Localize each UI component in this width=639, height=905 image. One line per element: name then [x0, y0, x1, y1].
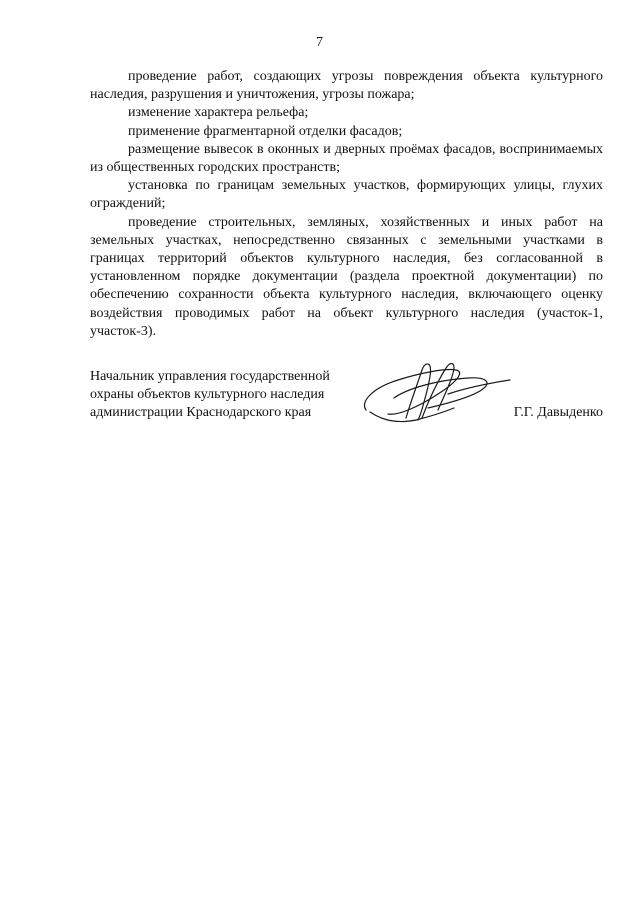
paragraph-facade-finish: применение фрагментарной отделки фасадов; [128, 123, 403, 139]
document-body [90, 68, 603, 341]
page-number: 7 [316, 35, 323, 50]
paragraph-signage: размещение вывесок в оконных и дверных проёмах фасадов, воспринимаемых из общественных городских пространств; [90, 141, 603, 176]
signer-name: Г.Г. Давыденко [513, 405, 603, 420]
signer-position [90, 368, 330, 423]
paragraph-fencing: установка по границам земельных участков, формирующих улицы, глухих ограждений; [90, 178, 603, 212]
signer-position-line: администрации Краснодарского края [90, 405, 312, 421]
signer-position-line: охраны объектов культурного наследия [90, 387, 325, 403]
paragraph-construction-works: проведение строительных, земляных, хозяйственных и иных работ на земельных участках, непосредственно связанных с земельными участками в границах территорий объектов культурного наследия, без согласованной в установленном порядке документации (раздела проектной документации) по обеспечению сохранности объекта культурного наследия, включающего оценку воздействия проводимых работ на объект культурного наследия (участок-1, участок-3). [90, 214, 603, 339]
paragraph-work-threats: проведение работ, создающих угрозы повреждения объекта культурного наследия, разрушения и уничтожения, угрозы пожара; [90, 69, 603, 103]
signer-position-line: Начальник управления государственной [90, 369, 330, 384]
handwritten-signature [358, 358, 513, 428]
signature-block [90, 368, 603, 428]
paragraph-relief-change: изменение характера рельефа; [128, 105, 309, 121]
